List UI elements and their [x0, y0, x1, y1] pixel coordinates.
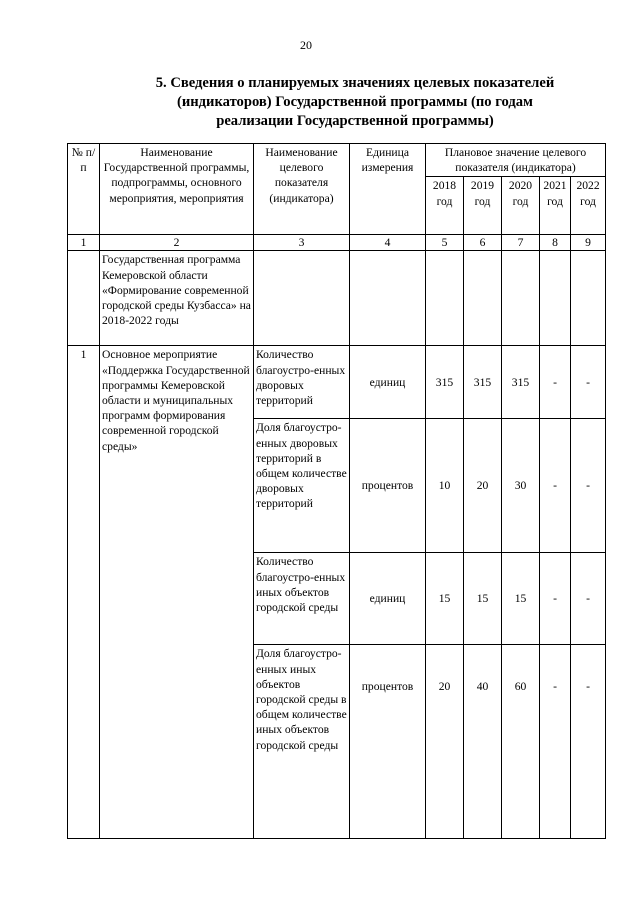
- column-number: 8: [540, 235, 571, 251]
- indicator-value: 315: [426, 346, 464, 419]
- indicator-value: 20: [426, 645, 464, 839]
- indicator-value: 15: [464, 553, 502, 645]
- header-year: 2022 год: [571, 177, 606, 235]
- indicators-table: [67, 143, 606, 839]
- indicator-value: 30: [502, 419, 540, 553]
- indicator-value: 10: [426, 419, 464, 553]
- indicator-value: -: [571, 346, 606, 419]
- header-program-name: Наименование Государственной программы, подпрограммы, основного мероприятия, мероприятия: [100, 144, 254, 235]
- section-title-line: 5. Сведения о планируемых значениях целевых показателей: [155, 75, 555, 91]
- column-number: 2: [100, 235, 254, 251]
- indicator-value: -: [540, 553, 571, 645]
- column-number: 4: [350, 235, 426, 251]
- column-number: 3: [254, 235, 350, 251]
- table-row: [68, 346, 606, 419]
- header-indicator-name: Наименование целевого показателя (индикатора): [254, 144, 350, 235]
- header-number: № п/п: [68, 144, 100, 235]
- indicator-name: Доля благоустро-енных иных объектов городской среды в общем количестве иных объектов городской среды: [254, 645, 350, 839]
- header-unit: Единица измерения: [350, 144, 426, 235]
- indicator-value: -: [540, 419, 571, 553]
- header-planned-value: Плановое значение целевого показателя (индикатора): [426, 144, 606, 177]
- indicator-value: 60: [502, 645, 540, 839]
- indicator-value: -: [540, 346, 571, 419]
- indicator-unit: единиц: [350, 553, 426, 645]
- column-number-row: [68, 235, 606, 251]
- indicator-value: -: [571, 645, 606, 839]
- event-number: 1: [68, 346, 100, 839]
- indicator-name: Количество благоустро-енных дворовых территорий: [254, 346, 350, 419]
- indicator-value: 40: [464, 645, 502, 839]
- indicator-value: 315: [464, 346, 502, 419]
- column-number: 9: [571, 235, 606, 251]
- program-row: [68, 251, 606, 346]
- column-number: 5: [426, 235, 464, 251]
- indicator-value: -: [540, 645, 571, 839]
- indicator-value: 20: [464, 419, 502, 553]
- header-year: 2020 год: [502, 177, 540, 235]
- indicator-unit: процентов: [350, 419, 426, 553]
- column-number: 1: [68, 235, 100, 251]
- header-year: 2019 год: [464, 177, 502, 235]
- column-number: 6: [464, 235, 502, 251]
- section-title-line: реализации Государственной программы): [216, 113, 494, 129]
- indicator-name: Количество благоустро-енных иных объектов городской среды: [254, 553, 350, 645]
- page-number: 20: [300, 38, 312, 52]
- indicator-name: Доля благоустро-енных дворовых территорий в общем количестве дворовых территорий: [254, 419, 350, 553]
- indicator-value: 315: [502, 346, 540, 419]
- indicator-unit: единиц: [350, 346, 426, 419]
- indicator-value: -: [571, 553, 606, 645]
- event-name: Основное мероприятие «Поддержка Государственной программы Кемеровской области и муниципальных программ формирования современной городской среды»: [100, 346, 254, 839]
- indicator-unit: процентов: [350, 645, 426, 839]
- header-year: 2021 год: [540, 177, 571, 235]
- section-title-line: (индикаторов) Государственной программы (по годам: [177, 94, 533, 110]
- section-title: [120, 74, 590, 131]
- program-name: Государственная программа Кемеровской области «Формирование современной городской среды Кузбасса» на 2018-2022 годы: [100, 251, 254, 346]
- indicator-value: 15: [426, 553, 464, 645]
- header-year: 2018 год: [426, 177, 464, 235]
- column-number: 7: [502, 235, 540, 251]
- indicator-value: 15: [502, 553, 540, 645]
- indicator-value: -: [571, 419, 606, 553]
